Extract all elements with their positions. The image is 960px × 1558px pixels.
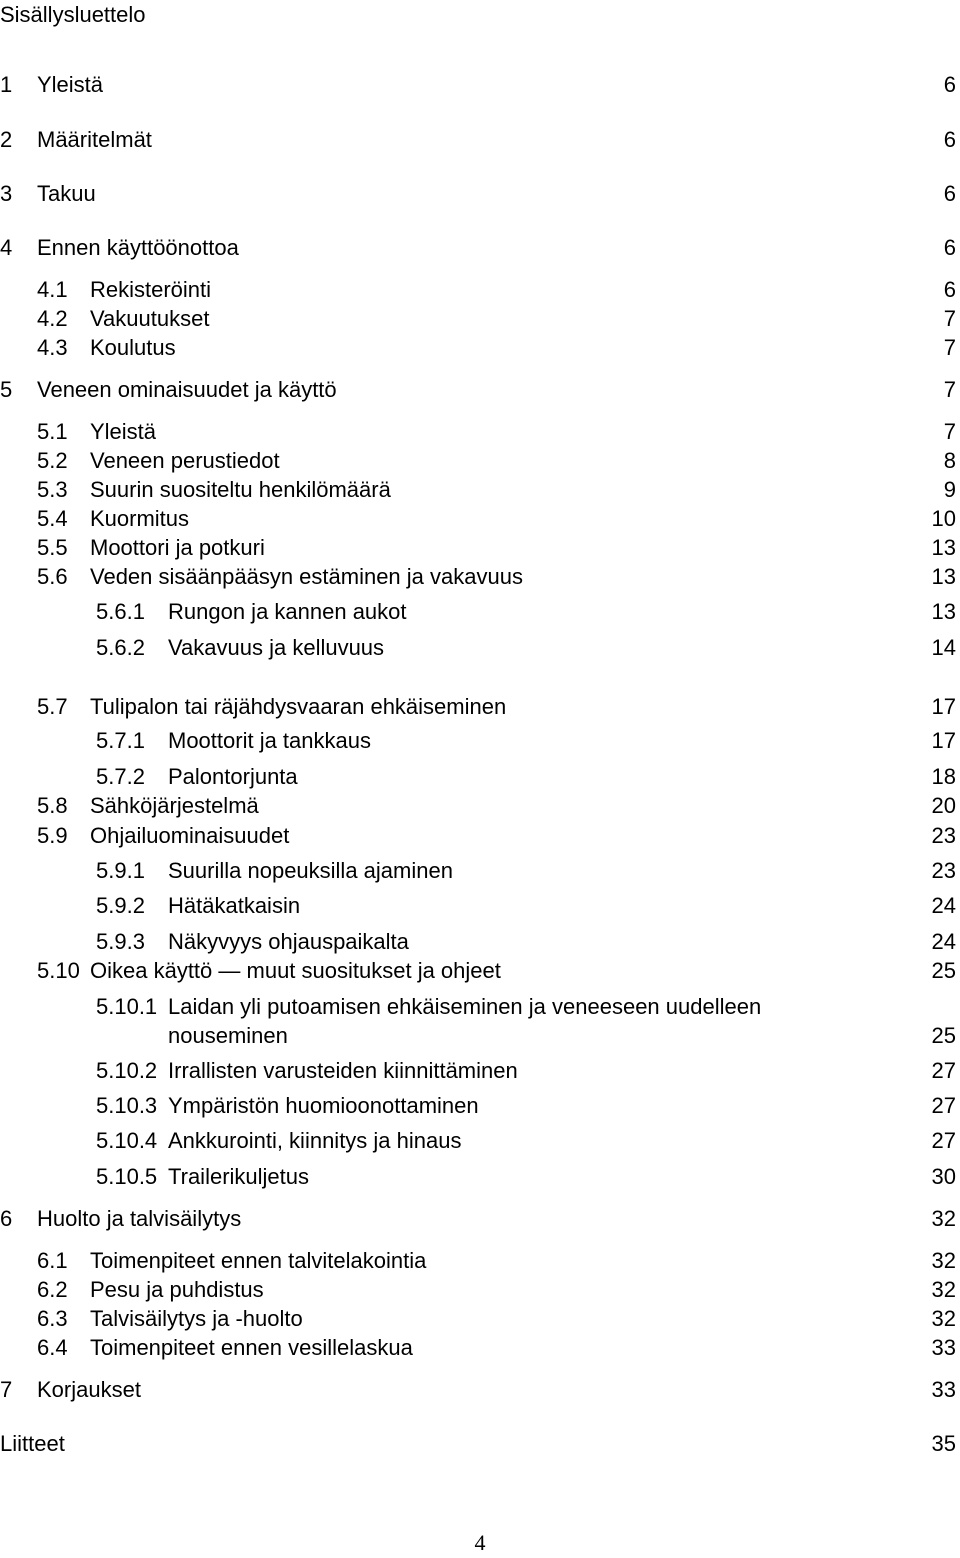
toc-entry-label: Suurin suositeltu henkilömäärä [90,477,391,502]
toc-entry-page: 14 [931,635,956,660]
toc-entry-number: 5.10.3 [96,1093,158,1118]
toc-entry-number: 5.9.1 [96,858,145,883]
toc-entry-label: Koulutus [90,335,176,360]
toc-entry-label: Tulipalon tai räjähdysvaaran ehkäiseminen [90,694,507,719]
toc-entry-label: Palontorjunta [168,764,298,789]
toc-entry-label: Ankkurointi, kiinnitys ja hinaus [168,1128,462,1153]
toc-entry-number: 1 [0,72,13,97]
toc-entry[interactable] [0,533,956,563]
toc-entry-page: 32 [931,1248,956,1273]
toc-entry-page: 32 [931,1206,956,1231]
toc-entry[interactable] [0,1162,956,1192]
toc-entry-page: 27 [931,1128,956,1153]
toc-entry-page: 6 [943,235,956,260]
toc-entry-page: 33 [931,1335,956,1360]
toc-entry-label: Sähköjärjestelmä [90,793,259,818]
toc-entry[interactable] [0,179,956,209]
toc-entry-label: Moottorit ja tankkaus [168,728,371,753]
toc-entry-number: 5.3 [37,477,68,502]
toc-entry-page: 27 [931,1058,956,1083]
toc-entry[interactable] [0,417,956,447]
toc-entry[interactable] [0,821,956,851]
toc-entry-label: Yleistä [37,72,104,97]
toc-entry-label: Veden sisäänpääsyn estäminen ja vakavuus [90,564,523,589]
toc-entry-number: 6.4 [37,1335,68,1360]
toc-entry[interactable] [0,1091,956,1121]
toc-entry-number: 5.5 [37,535,68,560]
toc-entry-page: 17 [931,694,956,719]
toc-entry-label: Korjaukset [37,1377,141,1402]
toc-entry-page: 6 [943,72,956,97]
toc-entry-label: Veneen ominaisuudet ja käyttö [37,377,337,402]
page-number: 4 [474,1530,486,1555]
toc-entry-page: 24 [931,929,956,954]
toc-entry-page: 32 [931,1277,956,1302]
toc-entry-number: 5.9 [37,823,68,848]
toc-entry[interactable] [0,1375,956,1405]
toc-entry-page: 24 [931,893,956,918]
toc-entry[interactable] [0,375,956,405]
toc-entry[interactable] [0,762,956,792]
toc-entry-label: Toimenpiteet ennen talvitelakointia [90,1248,427,1273]
toc-entry-number: 5.10.1 [96,994,158,1019]
toc-entry[interactable] [0,1126,956,1156]
toc-entry-number: 5 [0,377,13,402]
toc-entry-number: 4.2 [37,306,68,331]
toc-entry[interactable] [0,1304,956,1334]
toc-entry-label: Rekisteröinti [90,277,212,302]
toc-entry-number: 5.2 [37,448,68,473]
toc-entry[interactable] [0,1429,956,1459]
toc-entry-page: 13 [931,535,956,560]
toc-entry-number: 6.1 [37,1248,68,1273]
toc-entry-label: Oikea käyttö — muut suositukset ja ohjeet [90,958,501,983]
toc-entry[interactable] [0,562,956,592]
toc-entry-number: 5.10.4 [96,1128,158,1153]
toc-entry-page: 23 [931,858,956,883]
toc-entry-page: 7 [943,306,956,331]
toc-entry[interactable] [0,70,956,100]
toc-entry-number: 5.10.5 [96,1164,158,1189]
toc-entry-number: 7 [0,1377,13,1402]
toc-entry-label: Laidan yli putoamisen ehkäiseminen ja veneeseen uudelleen nouseminen [168,994,762,1048]
toc-entry-number: 5.4 [37,506,68,531]
toc-entry-page: 23 [931,823,956,848]
toc-entry-page: 25 [931,958,956,983]
toc-entry-label: Rungon ja kannen aukot [168,599,407,624]
toc-entry[interactable] [0,446,956,476]
toc-entry-page: 6 [943,181,956,206]
toc-entry-label: Takuu [37,181,96,206]
toc-entry[interactable] [0,956,956,986]
toc-entry-page: 20 [931,793,956,818]
toc-entry-number: 5.6.2 [96,635,145,660]
toc-entry-page: 35 [931,1431,956,1456]
toc-entry-number: 5.9.2 [96,893,145,918]
toc-entry-page: 32 [931,1306,956,1331]
toc-entry-number: 6.2 [37,1277,68,1302]
toc-entry[interactable] [0,1056,956,1086]
toc-entry-page: 8 [943,448,956,473]
toc-entry[interactable] [0,504,956,534]
toc-entry[interactable] [0,891,956,921]
toc-entry-page: 13 [931,599,956,624]
toc-entry-page: 9 [943,477,956,502]
toc-entry-label: Määritelmät [37,127,152,152]
toc-entry[interactable] [0,791,956,821]
toc-entry-label: Irrallisten varusteiden kiinnittäminen [168,1058,518,1083]
toc-entry[interactable] [0,856,956,886]
toc-entry[interactable] [0,927,956,957]
toc-entry-number: 5.6.1 [96,599,145,624]
toc-entry-label: Veneen perustiedot [90,448,280,473]
toc-entry[interactable] [0,275,956,305]
toc-entry[interactable] [0,1246,956,1276]
toc-entry-number: 5.8 [37,793,68,818]
toc-entry-page: 27 [931,1093,956,1118]
toc-entry[interactable] [0,125,956,155]
toc-entry-page: 7 [943,377,956,402]
toc-entry-label: Vakavuus ja kelluvuus [168,635,385,660]
toc-entry-number: 5.7.2 [96,764,145,789]
toc-entry-number: 3 [0,181,13,206]
toc-entry[interactable] [0,633,956,663]
toc-entry-number: 5.7.1 [96,728,145,753]
toc-entry[interactable] [0,597,956,627]
toc-entry-label: Hätäkatkaisin [168,893,301,918]
toc-entry-label: Liitteet [0,1431,65,1456]
toc-entry-number: 2 [0,127,13,152]
toc-entry-page: 7 [943,335,956,360]
toc-entry-label: Yleistä [90,419,157,444]
toc-entry-label: Näkyvyys ohjauspaikalta [168,929,409,954]
toc-entry[interactable] [0,1204,956,1234]
toc-entry-page: 6 [943,127,956,152]
toc-entry-label: Ohjailuominaisuudet [90,823,290,848]
toc-entry-label: Moottori ja potkuri [90,535,265,560]
toc-entry-number: 4 [0,235,13,260]
toc-entry-label: Vakuutukset [90,306,210,331]
toc-entry[interactable] [0,692,956,722]
toc-entry-page: 33 [931,1377,956,1402]
toc-entry-page: 10 [931,506,956,531]
toc-entry[interactable] [0,1275,956,1305]
toc-entry-label: Ympäristön huomioonottaminen [168,1093,479,1118]
toc-entry-label: Trailerikuljetus [168,1164,310,1189]
toc-entry-label: Suurilla nopeuksilla ajaminen [168,858,453,883]
toc-entry-number: 5.10 [37,958,80,983]
toc-entry-page: 7 [943,419,956,444]
toc-entry-page: 30 [931,1164,956,1189]
toc-entry-number: 5.9.3 [96,929,145,954]
toc-entry-number: 5.1 [37,419,68,444]
toc-entry-number: 4.3 [37,335,68,360]
toc-entry-label: Huolto ja talvisäilytys [37,1206,242,1231]
toc-entry-label: Toimenpiteet ennen vesillelaskua [90,1335,413,1360]
toc-title: Sisällysluettelo [0,2,146,27]
toc-entry[interactable] [0,726,956,756]
toc-entry-label: Pesu ja puhdistus [90,1277,264,1302]
toc-entry-page: 13 [931,564,956,589]
toc-entry-number: 5.10.2 [96,1058,158,1083]
toc-entry-page: 18 [931,764,956,789]
toc-entry-label: Ennen käyttöönottoa [37,235,239,260]
toc-entry-number: 4.1 [37,277,68,302]
toc-entry-page: 6 [943,277,956,302]
toc-entry-label: Talvisäilytys ja -huolto [90,1306,303,1331]
toc-entry[interactable] [0,1333,956,1363]
toc-entry-number: 5.7 [37,694,68,719]
toc-entry[interactable] [0,992,956,1052]
toc-entry-number: 6 [0,1206,13,1231]
toc-entry-page: 17 [931,728,956,753]
toc-entry[interactable] [0,475,956,505]
toc-entry[interactable] [0,333,956,363]
toc-entry-page: 25 [931,1023,956,1048]
toc-entry-number: 5.6 [37,564,68,589]
toc-entry-label: Kuormitus [90,506,190,531]
toc-entry[interactable] [0,304,956,334]
toc-entry-number: 6.3 [37,1306,68,1331]
toc-entry[interactable] [0,233,956,263]
